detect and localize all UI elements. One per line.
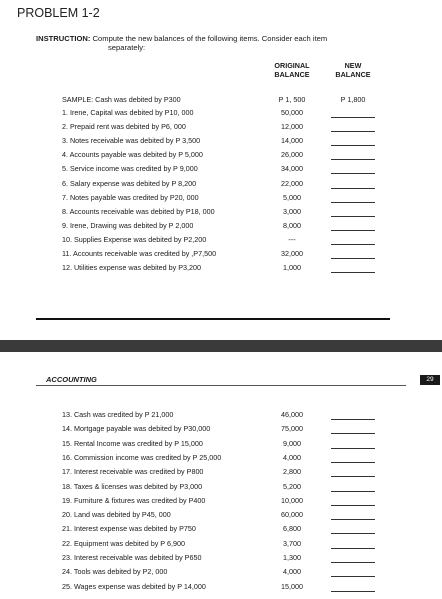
sample-new: P 1,800	[340, 95, 366, 104]
page-number: 29	[420, 375, 440, 385]
new-balance-blank[interactable]	[331, 448, 375, 449]
item-text: 10. Supplies Expense was debited by P2,200	[62, 234, 207, 244]
original-balance-value: 1,000	[283, 263, 301, 273]
new-balance-blank[interactable]	[331, 476, 375, 477]
instruction-text-line1: Compute the new balances of the following items. Consider each item	[92, 34, 328, 43]
item-text: 1. Irene, Capital was debited by P10, 000	[62, 108, 194, 117]
item-text: 6. Salary expense was debited by P 8,200	[62, 178, 197, 188]
new-balance-blank[interactable]	[331, 145, 375, 146]
original-balance-value: ---	[288, 234, 296, 244]
item-text: 16. Commission income was credited by P 25,000	[62, 452, 222, 462]
new-balance-blank[interactable]	[331, 533, 375, 534]
new-balance-blank[interactable]	[331, 462, 375, 463]
original-balance-value: 34,000	[281, 164, 303, 174]
section-divider	[36, 318, 390, 320]
original-balance-value: 22,000	[281, 178, 303, 188]
item-text: 21. Interest expense was debited by P750	[62, 524, 196, 534]
original-balance-value: 6,800	[283, 524, 301, 534]
item-text: 13. Cash was credited by P 21,000	[62, 410, 174, 419]
instruction-text-line2: separately:	[108, 43, 146, 52]
new-balance-blank[interactable]	[331, 562, 375, 563]
item-text: 14. Mortgage payable was debited by P30,000	[62, 424, 211, 434]
new-balance-blank[interactable]	[331, 216, 375, 217]
item-text: 7. Notes payable was credited by P20, 000	[62, 192, 199, 202]
item-text: 17. Interest receivable was credited by P800	[62, 467, 204, 477]
new-balance-blank[interactable]	[331, 491, 375, 492]
new-balance-blank[interactable]	[331, 131, 375, 132]
instruction-label: INSTRUCTION:	[36, 34, 91, 43]
new-balance-blank[interactable]	[331, 230, 375, 231]
original-balance-value: 9,000	[283, 438, 301, 448]
original-balance-value: 15,000	[281, 581, 303, 591]
original-balance-value: 26,000	[281, 150, 303, 160]
item-text: 2. Prepaid rent was debited by P6, 000	[62, 122, 186, 132]
original-balance-value: 32,000	[281, 249, 303, 258]
section-label-rule	[36, 385, 406, 386]
problem-title: PROBLEM 1-2	[17, 6, 100, 20]
original-balance-value: 5,000	[283, 192, 301, 202]
new-balance-blank[interactable]	[331, 272, 375, 273]
sample-original: P 1, 500	[278, 95, 306, 104]
original-balance-value: 3,000	[283, 206, 301, 216]
original-balance-value: 5,200	[283, 481, 301, 491]
item-text: 9. Irene, Drawing was debited by P 2,000	[62, 220, 194, 230]
item-text: 15. Rental Income was credited by P 15,000	[62, 438, 203, 448]
item-text: 4. Accounts payable was debited by P 5,000	[62, 150, 203, 160]
original-balance-value: 3,700	[283, 538, 301, 548]
item-text: 20. Land was debited by P45, 000	[62, 510, 171, 520]
instruction	[36, 34, 327, 52]
original-balance-value: 46,000	[281, 410, 303, 419]
original-balance-value: 75,000	[281, 424, 303, 434]
item-text: 25. Wages expense was debited by P 14,000	[62, 581, 206, 591]
new-balance-blank[interactable]	[331, 188, 375, 189]
original-balance-value: 4,000	[283, 452, 301, 462]
new-balance-blank[interactable]	[331, 173, 375, 174]
original-balance-value: 2,800	[283, 467, 301, 477]
item-text: 8. Accounts receivable was debited by P18, 000	[62, 206, 215, 216]
item-text: 12. Utilities expense was debited by P3,200	[62, 263, 202, 273]
original-balance-value: 60,000	[281, 510, 303, 520]
original-balance-value: 12,000	[281, 122, 303, 132]
item-text: 3. Notes receivable was debited by P 3,500	[62, 136, 201, 146]
original-balance-value: 10,000	[281, 495, 303, 505]
item-text: 11. Accounts receivable was credited by ,P7,500	[62, 249, 217, 258]
new-balance-heading: NEW BALANCE	[335, 61, 371, 79]
original-balance-value: 1,300	[283, 553, 301, 562]
new-balance-blank[interactable]	[331, 258, 375, 259]
new-balance-blank[interactable]	[331, 576, 375, 577]
sample-text: SAMPLE: Cash was debited by P300	[62, 95, 181, 104]
original-balance-value: 8,000	[283, 220, 301, 230]
new-balance-blank[interactable]	[331, 548, 375, 549]
item-text: 5. Service income was credited by P 9,000	[62, 164, 198, 174]
new-balance-blank[interactable]	[331, 159, 375, 160]
new-balance-blank[interactable]	[331, 505, 375, 506]
section-label: ACCOUNTING	[46, 375, 97, 384]
item-text: 23. Interest receivable was debited by P650	[62, 553, 202, 562]
item-text: 18. Taxes & licenses was debited by P3,000	[62, 481, 203, 491]
new-balance-blank[interactable]	[331, 244, 375, 245]
new-balance-blank[interactable]	[331, 433, 375, 434]
new-balance-blank[interactable]	[331, 117, 375, 118]
original-balance-value: 50,000	[281, 108, 303, 117]
item-text: 24. Tools was debited by P2, 000	[62, 567, 168, 577]
original-balance-value: 4,000	[283, 567, 301, 577]
original-balance-value: 14,000	[281, 136, 303, 146]
item-text: 22. Equipment was debited by P 6,900	[62, 538, 185, 548]
new-balance-blank[interactable]	[331, 202, 375, 203]
page-break-band	[0, 340, 442, 352]
new-balance-blank[interactable]	[331, 419, 375, 420]
item-text: 19. Furniture & fixtures was credited by P400	[62, 495, 206, 505]
original-balance-heading: ORIGINAL BALANCE	[274, 61, 310, 79]
new-balance-blank[interactable]	[331, 591, 375, 592]
new-balance-blank[interactable]	[331, 519, 375, 520]
